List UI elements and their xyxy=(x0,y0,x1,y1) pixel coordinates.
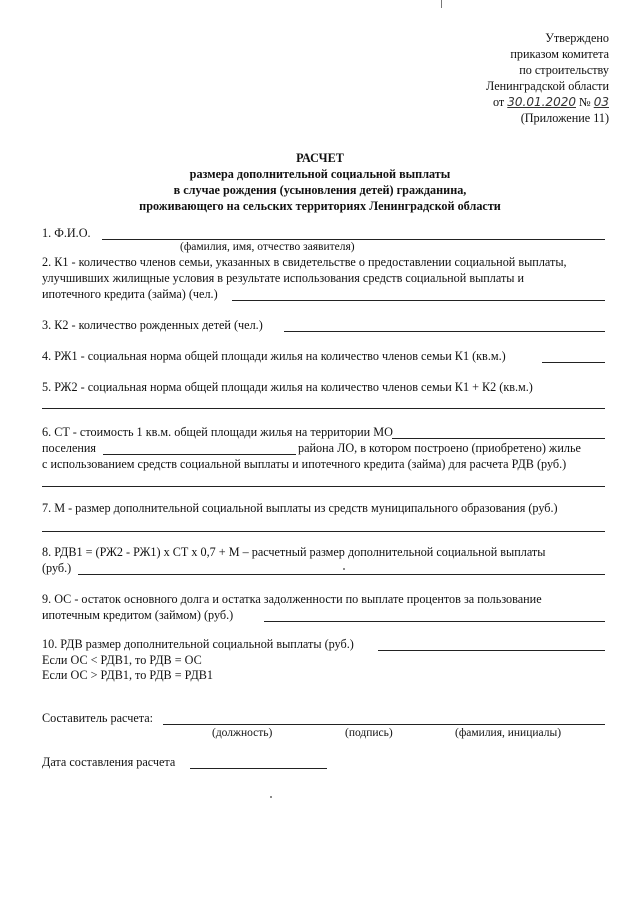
position-caption: (должность) xyxy=(212,727,273,739)
order-number: 03 xyxy=(593,95,609,109)
from-label: от xyxy=(492,95,505,109)
compiler-label: Составитель расчета: xyxy=(42,711,153,725)
approval-line-3: по строительству xyxy=(519,63,609,77)
approval-line-4: Ленинградской области xyxy=(486,79,609,93)
page-title: РАСЧЕТ xyxy=(296,151,344,165)
item-2-line-3: ипотечного кредита (займа) (чел.) xyxy=(42,287,218,301)
rdv-field-line[interactable] xyxy=(378,650,605,651)
item-8-line-2: (руб.) xyxy=(42,561,72,575)
item-10-line-2: Если ОС < РДВ1, то РДВ = ОС xyxy=(42,653,202,667)
rzh2-field-line[interactable] xyxy=(42,408,605,409)
item-10-line-3: Если ОС > РДВ1, то РДВ = РДВ1 xyxy=(42,668,214,682)
item-6-line-2: района ЛО, в котором построено (приобретено) жилье xyxy=(298,441,581,455)
name-caption: (фамилия, инициалы) xyxy=(455,727,562,739)
item-6-line-3: с использованием средств социальной выплаты и ипотечного кредита (займа) для расчета РДВ (руб.) xyxy=(42,457,567,471)
approval-order-line xyxy=(486,94,609,110)
item-3: 3. К2 - количество рожденных детей (чел.) xyxy=(42,318,263,332)
st-field-line[interactable] xyxy=(42,486,605,487)
compiler-field-line[interactable] xyxy=(163,724,605,725)
approval-line-2: приказом комитета xyxy=(510,47,609,61)
scan-speck xyxy=(270,796,272,798)
item-10-line-1: 10. РДВ размер дополнительной социальной выплаты (руб.) xyxy=(42,637,354,651)
title-line-2: в случае рождения (усыновления детей) гражданина, xyxy=(173,183,467,197)
item-5: 5. РЖ2 - социальная норма общей площади жилья на количество членов семьи К1 + К2 (кв.м.) xyxy=(42,380,533,394)
rzh1-field-line[interactable] xyxy=(542,362,605,363)
item-2-line-2: улучшивших жилищные условия в результате использования средств социальной выплаты и xyxy=(42,271,525,285)
approval-line-1: Утверждено xyxy=(545,31,609,45)
appendix-label: (Приложение 11) xyxy=(520,111,609,125)
item-2-line-1: 2. К1 - количество членов семьи, указанных в свидетельстве о предоставлении социальной выплаты, xyxy=(42,255,567,269)
number-label: № xyxy=(579,95,591,109)
signature-caption: (подпись) xyxy=(345,727,393,739)
order-date: 30.01.2020 xyxy=(507,95,576,109)
item-6-settlement-label: поселения xyxy=(42,441,97,455)
item-9-line-2: ипотечным кредитом (займом) (руб.) xyxy=(42,608,234,622)
item-6-line-1: 6. СТ - стоимость 1 кв.м. общей площади жилья на территории МО xyxy=(42,425,393,439)
scan-speck xyxy=(343,568,345,570)
item-7: 7. М - размер дополнительной социальной выплаты из средств муниципального образования (руб.) xyxy=(42,501,558,515)
settlement-field-line[interactable] xyxy=(103,454,296,455)
approval-block xyxy=(486,30,609,126)
item-1-label: 1. Ф.И.О. xyxy=(42,226,91,240)
k1-field-line[interactable] xyxy=(232,300,605,301)
item-9-line-1: 9. ОС - остаток основного долга и остатка задолженности по выплате процентов за пользование xyxy=(42,592,542,606)
k2-field-line[interactable] xyxy=(284,331,605,332)
os-field-line[interactable] xyxy=(264,621,605,622)
title-line-1: размера дополнительной социальной выплаты xyxy=(189,167,451,181)
fio-field-line[interactable] xyxy=(102,239,605,240)
date-field-line[interactable] xyxy=(190,768,327,769)
title-line-3: проживающего на сельских территориях Ленинградской области xyxy=(139,199,501,213)
mo-field-line[interactable] xyxy=(392,438,605,439)
m-field-line[interactable] xyxy=(42,531,605,532)
date-label: Дата составления расчета xyxy=(42,755,176,769)
item-4: 4. РЖ1 - социальная норма общей площади жилья на количество членов семьи К1 (кв.м.) xyxy=(42,349,506,363)
item-8-line-1: 8. РДВ1 = (РЖ2 - РЖ1) х СТ х 0,7 + М – расчетный размер дополнительной социальной выплаты xyxy=(42,545,546,559)
scan-mark xyxy=(441,0,442,8)
fio-caption: (фамилия, имя, отчество заявителя) xyxy=(180,241,355,253)
rdv1-field-line[interactable] xyxy=(78,574,605,575)
